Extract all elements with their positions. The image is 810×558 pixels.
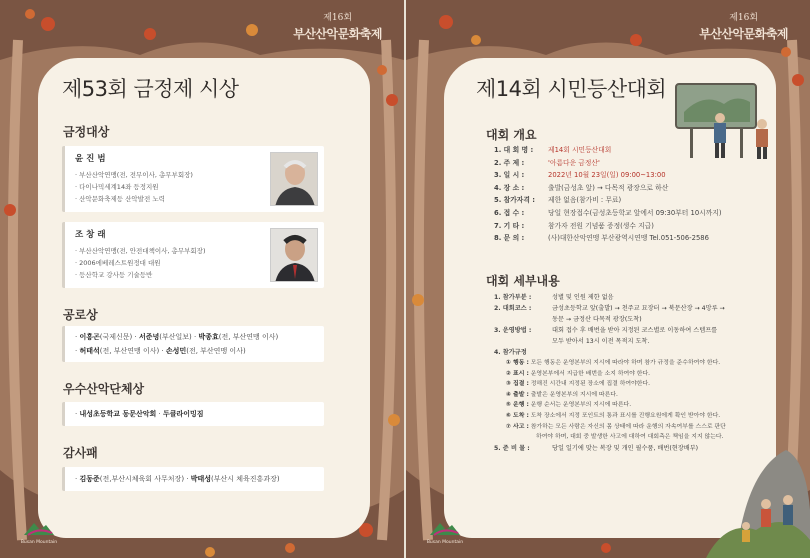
group-name: 두클라이밍짐 [162, 410, 204, 418]
recipient-detail: · 부산산악연맹(전, 전무이사, 총무부회장) [75, 171, 193, 179]
merit-org: (국제신문) [99, 333, 133, 341]
overview-row [494, 232, 774, 245]
overview-value: 제14회 시민등산대회 [548, 146, 612, 154]
overview-row [494, 207, 774, 220]
grand-prize-heading: 금정대상 [63, 125, 110, 139]
rule-value: 하여야 하며, 대회 중 발생한 사고에 대하여 대회측은 책임을 지지 않는다. [536, 434, 724, 441]
group-award-heading: 우수산악단체상 [63, 382, 145, 396]
merit-card [62, 326, 324, 362]
rule-value: 모든 행동은 운영본부의 지시에 따라야 하며 참가 규정을 준수하여야 한다. [530, 360, 721, 366]
rule-row [494, 411, 784, 422]
recipient-detail: · 2006에베레스트원정대 대원 [75, 259, 161, 267]
overview-key: 6. 접 수 : [494, 208, 525, 217]
detail-key: 3. 운영방법 : [494, 327, 532, 334]
rule-key: ① 행동 : [506, 360, 529, 366]
award-card-1 [62, 146, 324, 212]
rule-key: ④ 출발 : [506, 391, 529, 398]
merit-name: 이흥곤 [79, 333, 100, 341]
overview-value: (사)대한산악연맹 부산광역시연맹 Tel.051-506-2586 [548, 234, 709, 243]
rule-value: 정해진 시간내 지정된 장소에 집결 하여야한다. [530, 381, 651, 388]
recipient-detail: · 부산산악연맹(전, 안전대책이사, 총무부회장) [75, 247, 206, 255]
overview-key: 1. 대 회 명 : [494, 146, 534, 154]
overview-row [494, 194, 774, 207]
thanks-org: (부산시 체육진흥과장) [211, 475, 280, 483]
thanks-heading: 감사패 [63, 446, 98, 460]
detail-row [494, 303, 784, 314]
detail-row [494, 292, 784, 303]
overview-value: '아름다운 금정산' [548, 158, 600, 167]
detail-key: 2. 대회코스 : [494, 305, 532, 312]
rule-key: ⑦ 사고 : [506, 423, 529, 430]
merit-name: 허태석 [79, 347, 100, 355]
recipient-name: 윤 진 범 [75, 154, 106, 164]
overview-value: 2022년 10월 23일(일) 09:00~13:00 [548, 171, 666, 180]
overview-heading: 대회 개요 [486, 128, 537, 142]
rule-row [494, 400, 784, 411]
merit-org: (전, 부산연맹 이사) [186, 347, 246, 355]
thanks-line: · 김동준(전,부산시체육회 사무처장) · 박태성(부산시 체육진흥과장) [75, 475, 280, 483]
festival-logo [293, 14, 382, 41]
merit-org: (전, 부산연맹 이사) [218, 333, 279, 341]
festival-name: 부산산악문화축제 [293, 27, 382, 41]
rule-row [494, 369, 784, 380]
merit-name: 서준녕 [138, 333, 160, 341]
recipient-detail: · 등산학교 강사등 기술등반 [75, 271, 153, 279]
detail-row [494, 314, 784, 325]
detail-key: 4. 참가규정 [494, 349, 527, 356]
overview-value: 제한 없음(참가비 : 무료) [548, 196, 622, 205]
page-title: 제14회 시민등산대회 [476, 77, 667, 101]
left-poster [0, 0, 404, 558]
rule-key: ⑥ 도착 : [506, 412, 529, 419]
detail-key: 1. 참가부분 : [494, 294, 532, 301]
recipient-detail: · 다이나믹세계14좌 등정지원 [75, 183, 159, 191]
festival-number: 제16회 [323, 13, 353, 23]
overview-key: 2. 주 제 : [494, 158, 525, 167]
logo-text: Busan Mountain [426, 540, 464, 545]
merit-name: 박종효 [198, 333, 219, 341]
merit-name: 손성민 [165, 347, 187, 355]
merit-line-1: · 이흥곤(국제신문) · 서준녕(부산일보) · 박종효(전, 부산연맹 이사) [75, 333, 279, 341]
merit-heading: 공로상 [63, 308, 98, 322]
detail-value: 당일 일기에 맞는 복장 및 개인 필수품, 배번(현장배부) [552, 444, 699, 452]
merit-org: (부산일보) [159, 333, 192, 341]
organizer-logo [426, 519, 464, 546]
rule-value: 출발은 운영본부의 지시에 따른다. [530, 391, 618, 398]
right-poster [406, 0, 810, 558]
recipient-photo [270, 152, 318, 206]
thanks-card [62, 467, 324, 491]
thanks-org: (전,부산시체육회 사무처장) [99, 475, 185, 483]
rule-key: ② 표시 : [506, 370, 529, 377]
rule-key: ⑤ 운행 : [506, 402, 529, 409]
overview-key: 3. 일 시 : [494, 171, 525, 180]
recipient-detail: · 산악문화축제등 산악발전 노력 [75, 195, 165, 203]
festival-name: 부산산악문화축제 [699, 27, 788, 41]
festival-number: 제16회 [729, 13, 759, 23]
group-award-card [62, 402, 324, 426]
detail-value: 동문 → 금정산 다목적 광장(도착) [552, 316, 642, 323]
overview-row [494, 169, 774, 182]
overview-row [494, 182, 774, 195]
award-card-2 [62, 222, 324, 288]
mountain-logo-icon [22, 519, 56, 537]
recipient-name: 조 창 래 [75, 230, 106, 240]
overview-key: 4. 장 소 : [494, 183, 525, 192]
rule-row [494, 390, 784, 401]
detail-value: 모두 받아서 13시 이전 목적지 도착. [552, 338, 650, 345]
rule-row [494, 379, 784, 390]
merit-line-2: · 허태석(전, 부산연맹 이사) · 손성민(전, 부산연맹 이사) [75, 347, 246, 355]
overview-key: 5. 참가자격 : [494, 196, 536, 205]
detail-row [494, 336, 784, 347]
rule-value: 참가하는 모든 사람은 자신의 몸 상태에 따라 운행의 자속여부를 스스로 판단 [530, 423, 726, 430]
detail-value: 성별 및 인원 제한 없음 [552, 294, 614, 301]
thanks-name: 박태성 [190, 475, 212, 483]
rule-key: ③ 집결 : [506, 381, 529, 388]
detail-row [494, 347, 784, 358]
overview-table [494, 144, 774, 245]
group-award-line: · 내성초등학교 동문산악회 · 두클라이밍짐 [75, 410, 204, 418]
detail-key [494, 314, 552, 325]
rule-value: 도착 장소에서 지정 포인트의 통과 표시를 진행요원에게 확인 받아야 한다. [530, 412, 721, 419]
rule-value: 운영본부에서 지급한 배번을 소지 하여야 한다. [530, 370, 651, 377]
detail-key: 5. 준 비 물 : [494, 444, 530, 452]
hiking-family-illustration [706, 430, 810, 558]
overview-key: 7. 기 타 : [494, 221, 525, 230]
overview-row [494, 144, 774, 157]
detail-row [494, 325, 784, 336]
rule-value: 운행 순서는 운영본부의 지시에 따른다. [530, 402, 632, 409]
detail-value: 금성초등학교 앞(출발) → 천주교 묘장터 → 북문산장 → 4망루 → [552, 305, 725, 312]
thanks-name: 김동준 [79, 475, 100, 483]
merit-org: (전, 부산연맹 이사) [99, 347, 160, 355]
rule-row [494, 358, 784, 369]
page-title: 제53회 금정제 시상 [62, 77, 239, 101]
overview-row [494, 220, 774, 233]
overview-key: 8. 문 의 : [494, 234, 525, 243]
detail-value: 대회 접수 후 배번을 받아 지정된 코스별로 이동하여 스템프를 [552, 327, 718, 334]
overview-value: 당일 현장접수(금성초등학교 앞에서 09:30부터 10시까지) [548, 208, 722, 217]
detail-key [494, 336, 552, 347]
organizer-logo [20, 519, 58, 546]
overview-value: 출발(금성초 앞) → 다목적 광장으로 하산 [548, 183, 669, 192]
overview-row [494, 157, 774, 170]
festival-logo [699, 14, 788, 41]
logo-text: Busan Mountain [20, 540, 58, 545]
mountain-logo-icon [428, 519, 462, 537]
group-name: 내성초등학교 동문산악회 [79, 410, 157, 418]
details-heading: 대회 세부내용 [486, 274, 560, 288]
overview-value: 참가자 전원 기념품 증정(생수 지급) [548, 221, 654, 230]
recipient-photo [270, 228, 318, 282]
